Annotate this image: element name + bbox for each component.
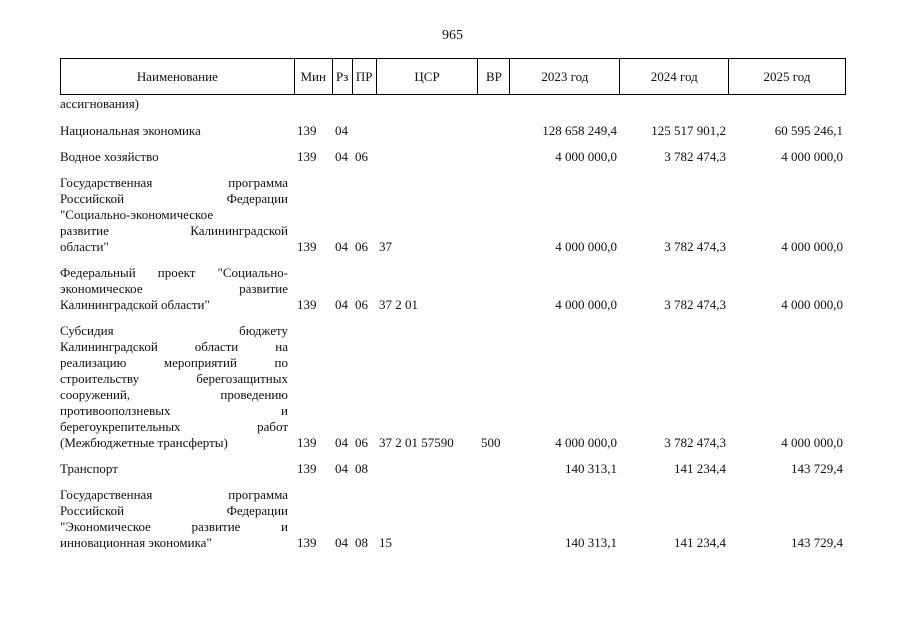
table-row xyxy=(60,461,846,477)
cell-csr xyxy=(376,149,478,165)
cell-y2025: 143 729,4 xyxy=(791,535,843,550)
cell-pr xyxy=(352,123,376,139)
cell-csr: 37 2 01 57590 xyxy=(379,435,454,450)
cell-y2023: 4 000 000,0 xyxy=(555,149,617,164)
cell-rz xyxy=(332,96,352,112)
cell-y2024: 3 782 474,3 xyxy=(664,297,726,312)
row-name xyxy=(60,123,294,139)
table-row xyxy=(60,175,846,255)
row-spacer xyxy=(60,139,846,149)
cell-min: 139 xyxy=(297,239,317,254)
row-spacer-cell xyxy=(60,165,846,175)
row-name xyxy=(60,149,294,165)
cell-vr: 500 xyxy=(481,435,501,450)
row-spacer xyxy=(60,165,846,175)
cell-pr: 08 xyxy=(355,461,368,476)
cell-vr xyxy=(478,461,510,477)
cell-y2024: 125 517 901,2 xyxy=(651,123,726,138)
cell-pr xyxy=(352,96,376,112)
cell-y2025: 4 000 000,0 xyxy=(781,149,843,164)
header-2024: 2024 год xyxy=(620,59,729,95)
cell-y2023: 4 000 000,0 xyxy=(555,435,617,450)
cell-y2024 xyxy=(620,96,729,112)
header-csr: ЦСР xyxy=(376,59,478,95)
row-name-line: противооползневых и xyxy=(60,403,288,418)
cell-csr: 37 xyxy=(379,239,392,254)
table-row xyxy=(60,96,846,112)
cell-y2023: 4 000 000,0 xyxy=(555,239,617,254)
row-name xyxy=(60,323,294,451)
cell-y2024: 141 234,4 xyxy=(674,535,726,550)
row-name-line: Транспорт xyxy=(60,461,118,476)
row-name xyxy=(60,96,294,112)
cell-vr xyxy=(478,149,510,165)
row-name-line: Российской Федерации xyxy=(60,191,288,206)
row-name-line: Государственная программа xyxy=(60,175,288,190)
table-header xyxy=(60,58,846,95)
cell-min: 139 xyxy=(297,461,317,476)
cell-y2023: 140 313,1 xyxy=(565,535,617,550)
cell-rz: 04 xyxy=(335,435,348,450)
table-row xyxy=(60,265,846,313)
header-name: Наименование xyxy=(61,59,295,95)
row-name-line: реализацию мероприятий по xyxy=(60,355,288,370)
table-row xyxy=(60,123,846,139)
row-spacer xyxy=(60,477,846,487)
row-name-line: инновационная экономика" xyxy=(60,535,212,550)
cell-y2024: 3 782 474,3 xyxy=(664,239,726,254)
cell-min: 139 xyxy=(297,123,317,138)
row-name-line: Национальная экономика xyxy=(60,123,201,138)
row-name-line: берегоукрепительных работ xyxy=(60,419,288,434)
header-pr: ПР xyxy=(352,59,376,95)
cell-y2024: 3 782 474,3 xyxy=(664,149,726,164)
cell-vr xyxy=(478,265,510,313)
row-spacer xyxy=(60,313,846,323)
cell-vr xyxy=(478,96,510,112)
cell-vr xyxy=(478,123,510,139)
cell-y2025 xyxy=(729,96,846,112)
cell-csr: 15 xyxy=(379,535,392,550)
row-name-line: "Социально-экономическое xyxy=(60,207,214,222)
cell-rz: 04 xyxy=(335,149,348,164)
cell-y2025: 4 000 000,0 xyxy=(781,435,843,450)
page-number: 965 xyxy=(442,28,463,43)
header-2023: 2023 год xyxy=(510,59,620,95)
cell-y2023: 140 313,1 xyxy=(565,461,617,476)
row-name-line: Федеральный проект "Социально- xyxy=(60,265,288,280)
cell-csr xyxy=(376,461,478,477)
cell-min: 139 xyxy=(297,149,317,164)
row-spacer-cell xyxy=(60,451,846,461)
row-name-line: "Экономическое развитие и xyxy=(60,519,288,534)
row-spacer-cell xyxy=(60,112,846,123)
row-spacer-cell xyxy=(60,255,846,265)
cell-y2023: 4 000 000,0 xyxy=(555,297,617,312)
cell-rz: 04 xyxy=(335,297,348,312)
cell-y2023: 128 658 249,4 xyxy=(542,123,617,138)
cell-pr: 06 xyxy=(355,435,368,450)
row-name xyxy=(60,487,294,551)
cell-y2025: 4 000 000,0 xyxy=(781,239,843,254)
cell-pr: 06 xyxy=(355,239,368,254)
cell-y2024: 3 782 474,3 xyxy=(664,435,726,450)
header-2025: 2025 год xyxy=(729,59,846,95)
row-name-line: сооружений, проведению xyxy=(60,387,288,402)
header-vr: ВР xyxy=(478,59,510,95)
cell-csr: 37 2 01 xyxy=(379,297,418,312)
row-name-line: строительству берегозащитных xyxy=(60,371,288,386)
row-spacer-cell xyxy=(60,477,846,487)
row-name xyxy=(60,265,294,313)
cell-y2025: 4 000 000,0 xyxy=(781,297,843,312)
row-spacer xyxy=(60,255,846,265)
cell-csr xyxy=(376,123,478,139)
cell-y2025: 143 729,4 xyxy=(791,461,843,476)
header-min: Мин xyxy=(294,59,332,95)
row-name-line: Российской Федерации xyxy=(60,503,288,518)
cell-rz: 04 xyxy=(335,123,348,138)
row-name-line: (Межбюджетные трансферты) xyxy=(60,435,228,450)
row-name-line: Государственная программа xyxy=(60,487,288,502)
cell-rz: 04 xyxy=(335,239,348,254)
cell-pr: 06 xyxy=(355,149,368,164)
row-name-line: Калининградской области на xyxy=(60,339,288,354)
row-spacer xyxy=(60,112,846,123)
row-name-line: ассигнования) xyxy=(60,96,140,111)
cell-min: 139 xyxy=(297,435,317,450)
row-name-line: Водное хозяйство xyxy=(60,149,159,164)
row-name xyxy=(60,175,294,255)
row-spacer xyxy=(60,451,846,461)
cell-vr xyxy=(478,175,510,255)
row-name-line: экономическое развитие xyxy=(60,281,288,296)
table-row xyxy=(60,323,846,451)
row-name xyxy=(60,461,294,477)
row-name-line: Субсидия бюджету xyxy=(60,323,288,338)
row-spacer-cell xyxy=(60,139,846,149)
cell-min: 139 xyxy=(297,297,317,312)
cell-min: 139 xyxy=(297,535,317,550)
table-row xyxy=(60,149,846,165)
row-name-line: развитие Калининградской xyxy=(60,223,288,238)
cell-rz: 04 xyxy=(335,461,348,476)
cell-pr: 08 xyxy=(355,535,368,550)
cell-csr xyxy=(376,96,478,112)
cell-min xyxy=(294,96,332,112)
row-name-line: Калининградской области" xyxy=(60,297,210,312)
row-spacer-cell xyxy=(60,313,846,323)
header-rz: Рз xyxy=(332,59,352,95)
row-name-line: области" xyxy=(60,239,109,254)
cell-rz: 04 xyxy=(335,535,348,550)
cell-y2023 xyxy=(510,96,620,112)
cell-pr: 06 xyxy=(355,297,368,312)
table-row xyxy=(60,487,846,551)
cell-y2025: 60 595 246,1 xyxy=(774,123,843,138)
cell-vr xyxy=(478,487,510,551)
cell-y2024: 141 234,4 xyxy=(674,461,726,476)
budget-table xyxy=(60,96,846,551)
